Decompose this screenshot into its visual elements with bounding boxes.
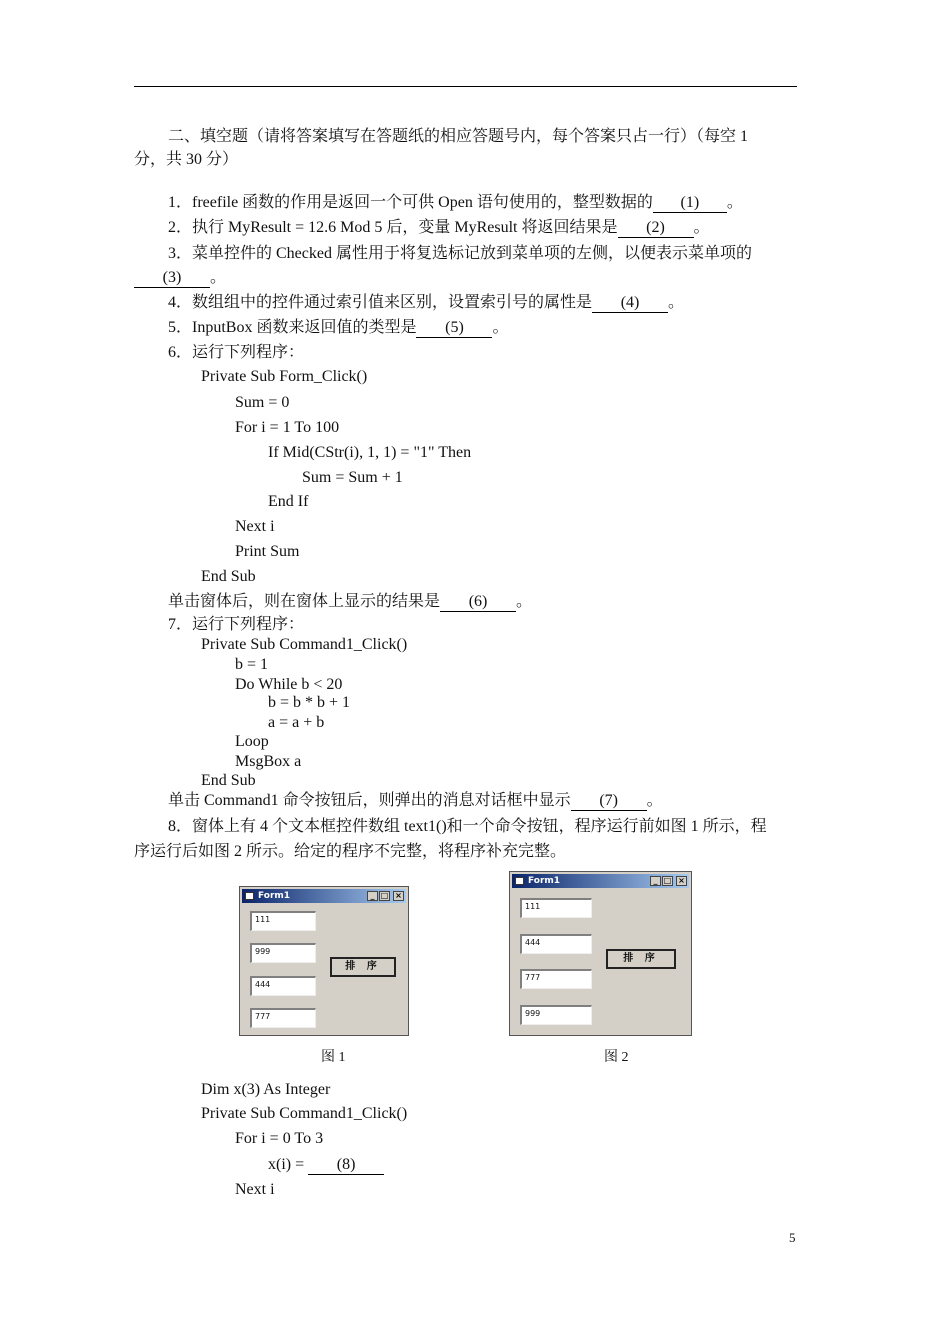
minimize-icon: _	[650, 876, 661, 886]
answer-blank: (8)	[308, 1156, 384, 1175]
question-text: 2．执行 MyResult = 12.6 Mod 5 后，变量 MyResult 将返回结果是	[168, 219, 618, 236]
answer-blank: (6)	[440, 593, 516, 612]
question-5	[168, 318, 508, 338]
text1-2: 444	[250, 976, 316, 996]
question-7-prompt	[168, 791, 663, 811]
form-icon	[515, 877, 524, 885]
punct: 。	[726, 194, 743, 211]
question-text: 单击 Command1 命令按钮后，则弹出的消息对话框中显示	[168, 792, 571, 809]
text1-2: 777	[520, 969, 592, 989]
code-line: Next i	[235, 1181, 275, 1198]
punct: 。	[492, 319, 509, 336]
maximize-icon: □	[663, 876, 672, 885]
section-heading-cont: 分，共 30 分）	[134, 151, 239, 168]
sort-button: 排 序	[330, 957, 396, 977]
header-rule	[134, 86, 797, 87]
question-6: 6．运行下列程序：	[168, 344, 305, 361]
question-text: 单击窗体后，则在窗体上显示的结果是	[168, 593, 441, 610]
code-line: End Sub	[201, 772, 256, 789]
title-bar	[242, 889, 406, 903]
code-line: End If	[268, 493, 309, 510]
sort-button: 排 序	[606, 949, 676, 969]
question-4	[168, 293, 684, 313]
question-8-cont: 序运行后如图 2 所示。给定的程序不完整，将程序补充完整。	[134, 843, 567, 860]
code-line: Private Sub Command1_Click()	[201, 1105, 408, 1122]
code-line: For i = 0 To 3	[235, 1130, 324, 1147]
question-text: 5．InputBox 函数来返回值的类型是	[168, 319, 417, 336]
code-line: Sum = Sum + 1	[302, 469, 403, 486]
text1-0: 111	[520, 898, 592, 918]
code-line: Private Sub Form_Click()	[201, 368, 368, 385]
question-text: 4．数组组中的控件通过索引值来区别，设置索引号的属性是	[168, 294, 593, 311]
punct: 。	[516, 593, 533, 610]
text1-3: 777	[250, 1008, 316, 1028]
minimize-icon: _	[367, 891, 378, 901]
question-8: 8．窗体上有 4 个文本框控件数组 text1()和一个命令按钮，程序运行前如图 1 所示，程	[168, 818, 767, 835]
text1-1: 999	[250, 943, 316, 963]
code-line: End Sub	[201, 568, 256, 585]
window-title: Form1	[528, 876, 561, 886]
answer-blank: (3)	[134, 269, 210, 288]
question-3: 3．菜单控件的 Checked 属性用于将复选标记放到菜单项的左侧，以便表示菜单项的	[168, 245, 752, 262]
figure-1-caption: 图 1	[321, 1050, 346, 1065]
code-line: b = b * b + 1	[268, 694, 351, 711]
question-2	[168, 218, 710, 238]
code-text: x(i) =	[268, 1156, 309, 1173]
code-line-blank	[268, 1155, 384, 1175]
figure-2-window	[509, 871, 692, 1036]
figure-2-caption: 图 2	[604, 1050, 629, 1065]
question-3-cont	[134, 268, 226, 288]
punct: 。	[646, 792, 663, 809]
punct: 。	[668, 294, 685, 311]
section-heading: 二、填空题（请将答案填写在答题纸的相应答题号内，每个答案只占一行）（每空 1	[168, 128, 749, 145]
code-line: Sum = 0	[235, 394, 290, 411]
answer-blank: (7)	[571, 792, 647, 811]
code-line: Do While b < 20	[235, 676, 343, 693]
code-line: Next i	[235, 518, 275, 535]
code-line: If Mid(CStr(i), 1, 1) = "1" Then	[268, 444, 472, 461]
text1-3: 999	[520, 1005, 592, 1025]
question-6-prompt	[168, 592, 532, 612]
close-icon: ×	[676, 876, 687, 886]
question-7: 7．运行下列程序：	[168, 616, 305, 633]
code-line: Print Sum	[235, 543, 300, 560]
answer-blank: (5)	[416, 319, 492, 338]
page-number: 5	[789, 1230, 796, 1245]
text1-0: 111	[250, 911, 316, 931]
code-line: a = a + b	[268, 714, 325, 731]
close-icon: ×	[393, 891, 404, 901]
code-line: For i = 1 To 100	[235, 419, 340, 436]
punct: 。	[210, 269, 227, 286]
answer-blank: (4)	[592, 294, 668, 313]
code-line: MsgBox a	[235, 753, 302, 770]
figure-1-window	[239, 886, 409, 1036]
code-line: Loop	[235, 733, 269, 750]
punct: 。	[693, 219, 710, 236]
form-icon	[245, 892, 254, 900]
code-line: b = 1	[235, 656, 269, 673]
question-text: 1．freefile 函数的作用是返回一个可供 Open 语句使用的，整型数据的	[168, 194, 653, 211]
maximize-icon: □	[380, 891, 389, 900]
code-line: Private Sub Command1_Click()	[201, 636, 408, 653]
question-1	[168, 193, 743, 213]
text1-1: 444	[520, 934, 592, 954]
window-title: Form1	[258, 891, 291, 901]
answer-blank: (2)	[618, 219, 694, 238]
code-line: Dim x(3) As Integer	[201, 1081, 331, 1098]
answer-blank: (1)	[653, 194, 727, 213]
title-bar	[512, 874, 689, 888]
